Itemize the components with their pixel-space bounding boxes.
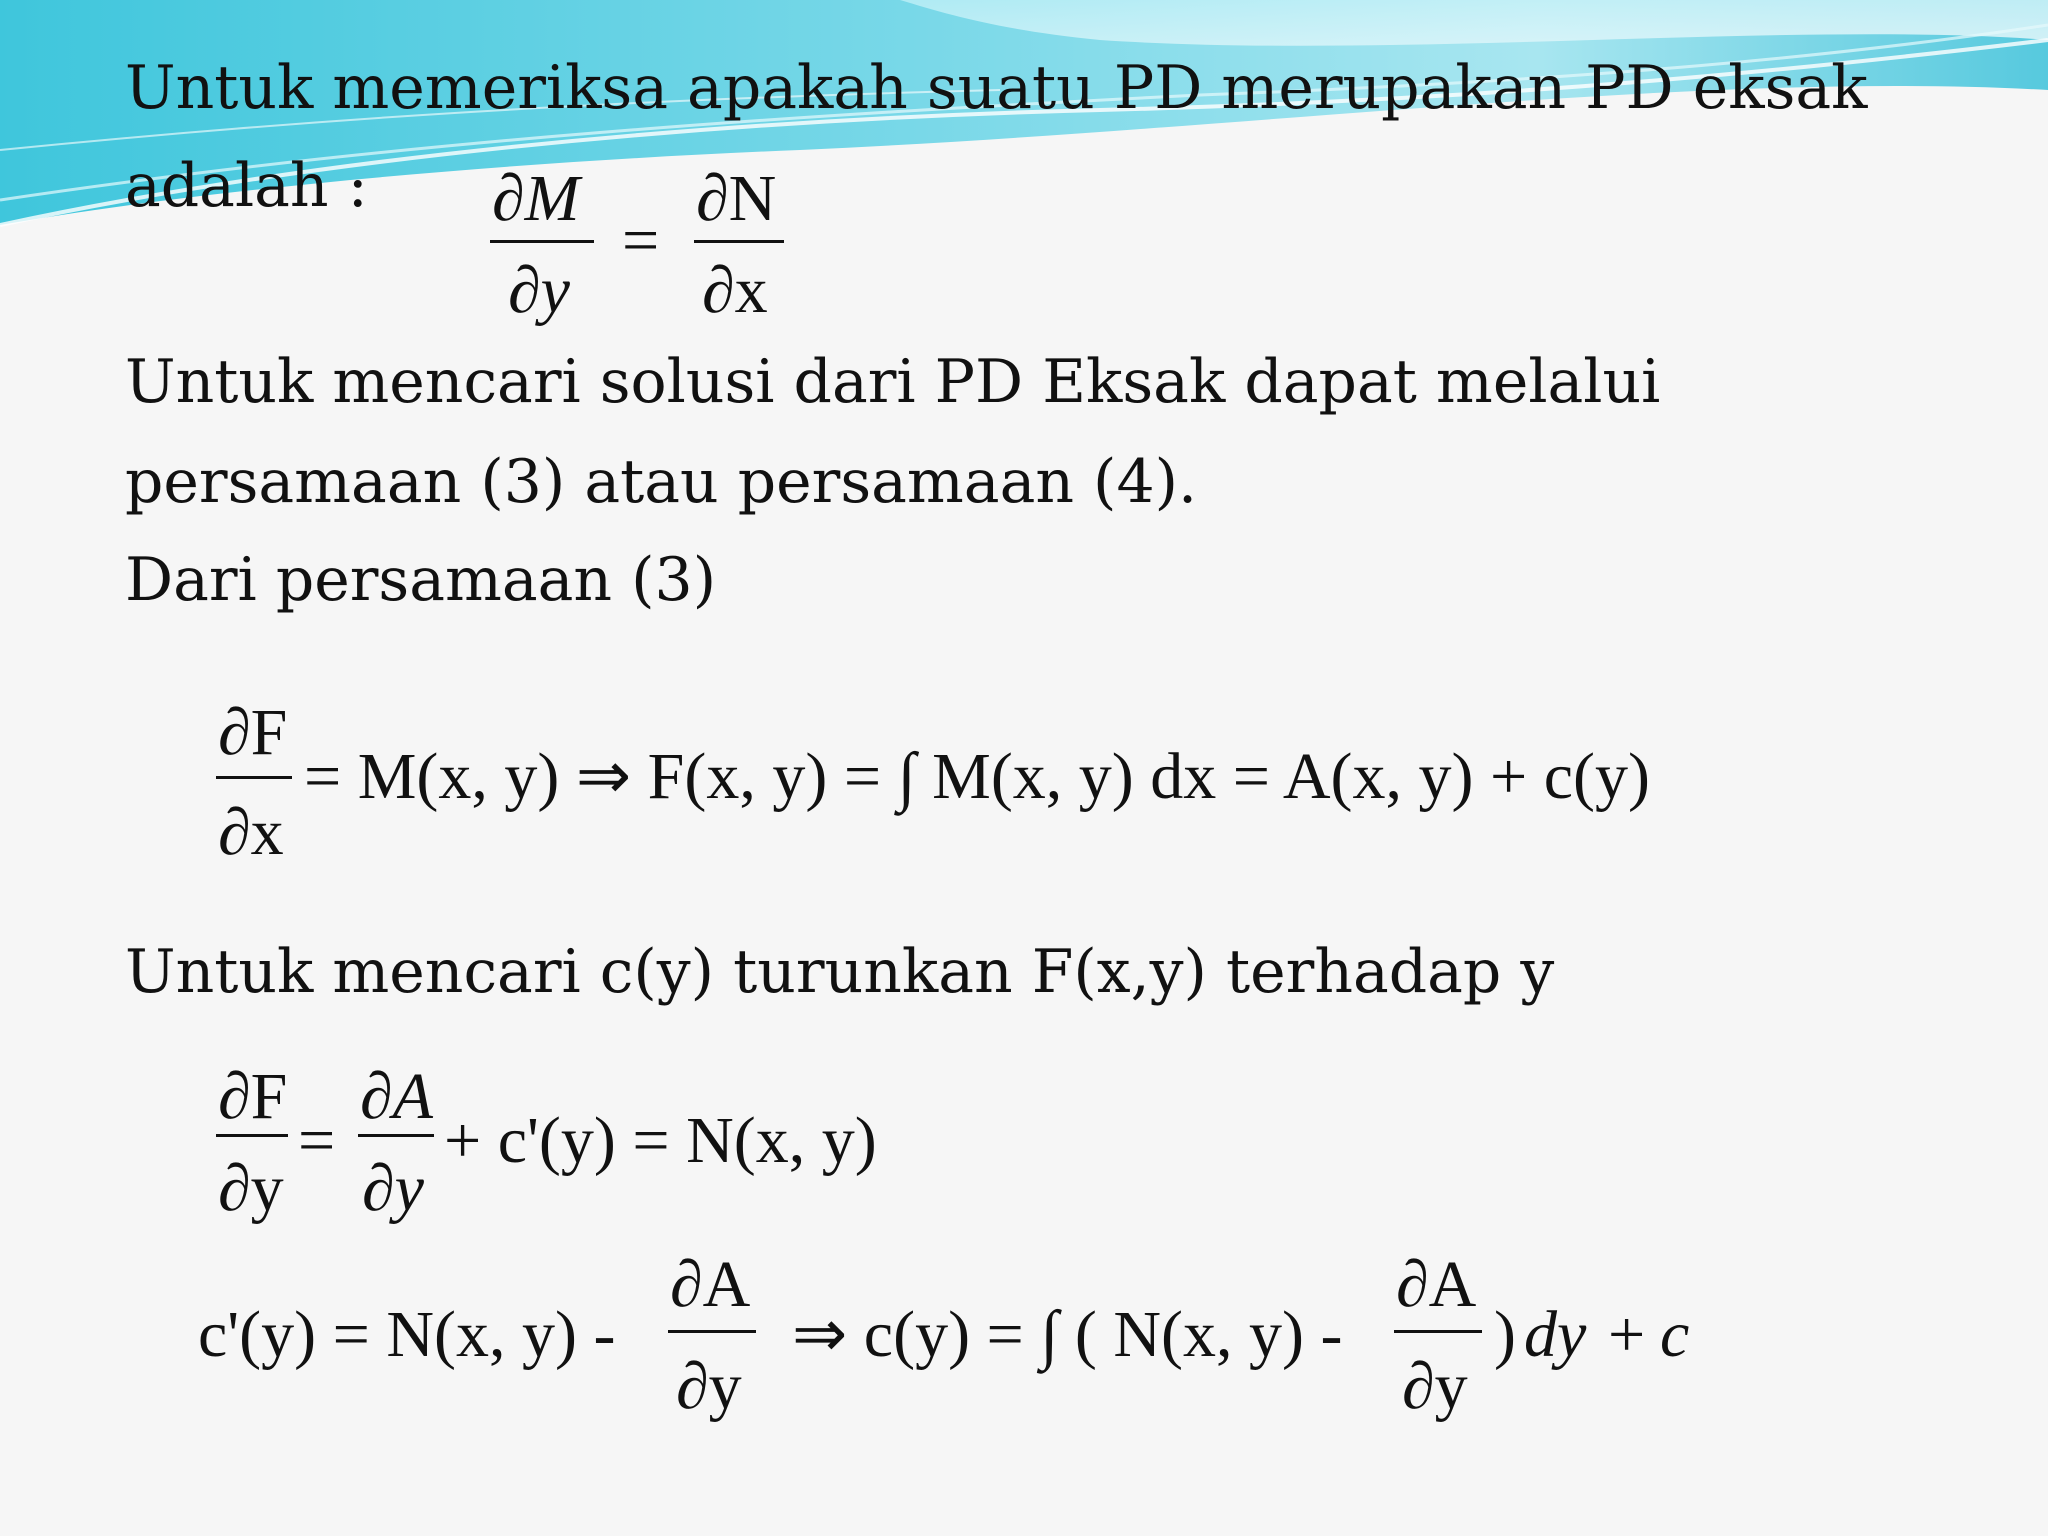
- eq3-equals: =: [298, 1104, 336, 1177]
- eq1-left-numerator: ∂M: [492, 162, 580, 235]
- eq4-f2-denominator: ∂y: [1402, 1350, 1468, 1423]
- eq4-constant: c: [1660, 1298, 1690, 1371]
- text-line-5: Dari persamaan (3): [125, 545, 717, 615]
- text-line-2: adalah :: [125, 151, 368, 221]
- eq2-denominator: ∂x: [218, 796, 284, 869]
- eq4-f2-fraction-bar: [1394, 1330, 1482, 1333]
- eq3-expression: + c'(y) = N(x, y): [444, 1104, 877, 1177]
- eq3-f1-numerator: ∂F: [218, 1060, 288, 1133]
- eq4-f2-numerator: ∂A: [1396, 1248, 1477, 1321]
- text-line-3: Untuk mencari solusi dari PD Eksak dapat melalui: [125, 347, 1661, 417]
- text-line-4: persamaan (3) atau persamaan (4).: [125, 447, 1198, 517]
- eq4-close-paren: ): [1494, 1298, 1516, 1371]
- eq1-equals: =: [622, 204, 660, 277]
- eq4-f1-fraction-bar: [668, 1330, 756, 1333]
- eq1-right-denominator: ∂x: [702, 254, 768, 327]
- eq3-f2-numerator: ∂A: [360, 1060, 433, 1133]
- eq4-f1-numerator: ∂A: [670, 1248, 751, 1321]
- eq4-lhs: c'(y) = N(x, y) -: [198, 1298, 616, 1371]
- eq3-f1-denominator: ∂y: [218, 1152, 284, 1225]
- eq2-expression: = M(x, y) ⇒ F(x, y) = ∫ M(x, y) dx = A(x, y) + c(y): [304, 740, 1650, 813]
- text-line-1: Untuk memeriksa apakah suatu PD merupakan PD eksak: [125, 53, 1868, 123]
- eq4-f1-denominator: ∂y: [676, 1350, 742, 1423]
- eq4-mid: ⇒ c(y) = ∫ ( N(x, y) -: [792, 1298, 1343, 1371]
- eq1-right-numerator: ∂N: [696, 162, 777, 235]
- eq4-dy: dy: [1524, 1298, 1587, 1371]
- text-line-6: Untuk mencari c(y) turunkan F(x,y) terhadap y: [125, 937, 1555, 1007]
- eq4-plus: +: [1608, 1298, 1646, 1371]
- eq2-numerator: ∂F: [218, 696, 288, 769]
- eq1-left-denominator: ∂y: [508, 254, 570, 327]
- eq3-f2-denominator: ∂y: [362, 1152, 424, 1225]
